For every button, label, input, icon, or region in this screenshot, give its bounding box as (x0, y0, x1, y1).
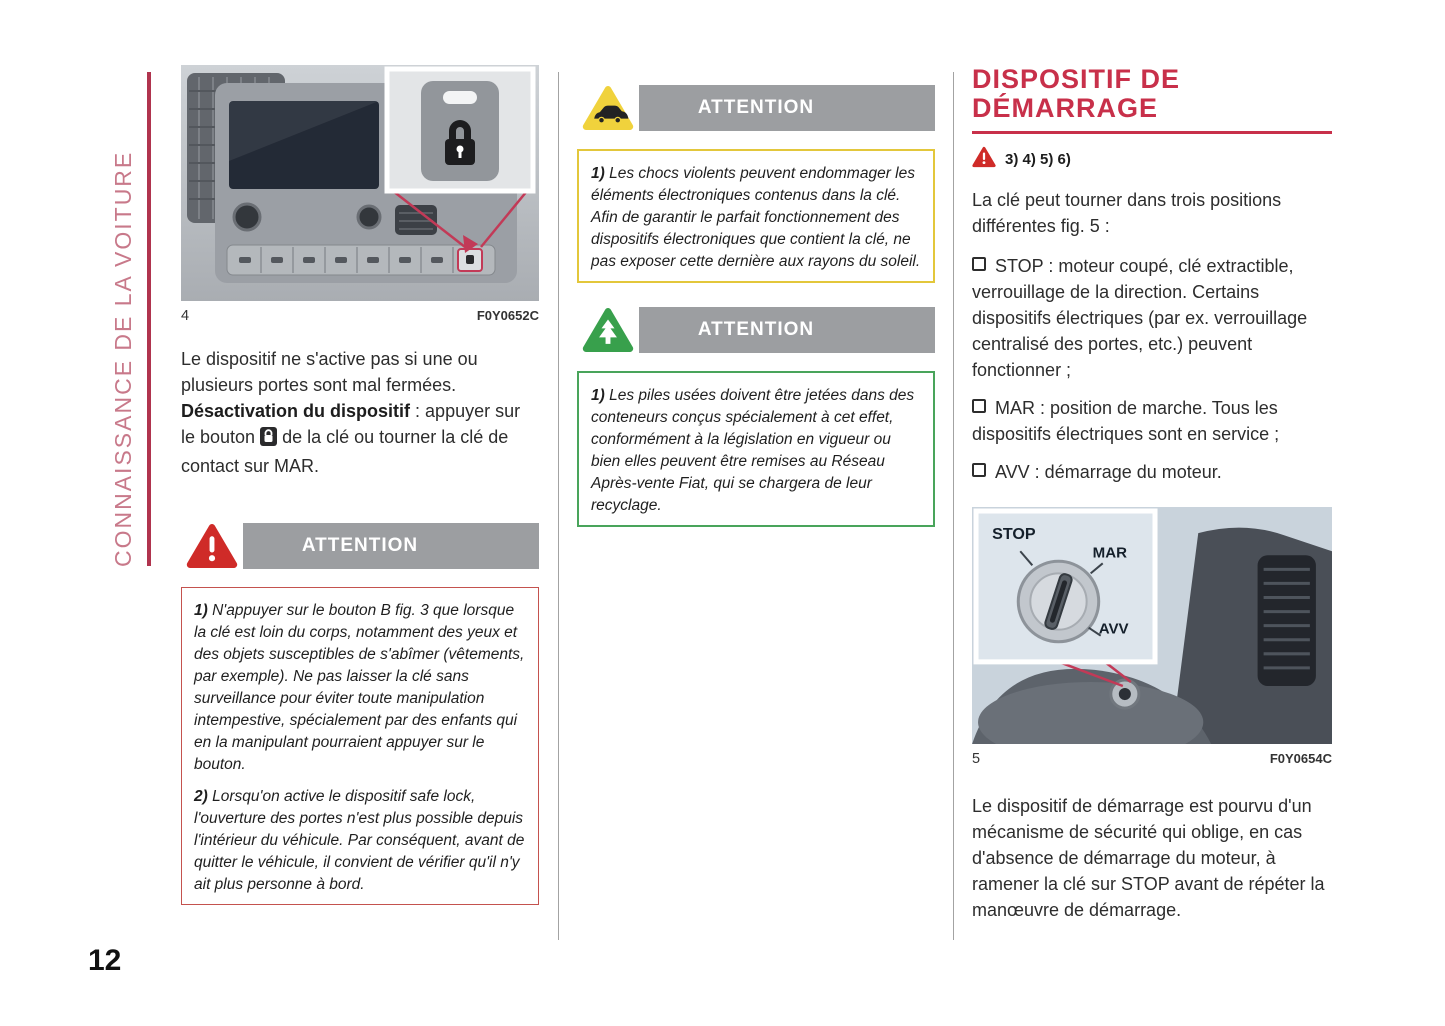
column-3 (972, 65, 1332, 941)
warning-triangle-tree-icon (577, 303, 639, 357)
figure-5 (972, 507, 1332, 767)
column-2 (577, 65, 935, 527)
ignition-positions-inset (976, 511, 1155, 662)
button-strip (227, 245, 495, 275)
attention-item (194, 786, 526, 896)
attention-item (194, 600, 526, 776)
figure-code: F0Y0654C (1269, 751, 1332, 767)
warning-references (972, 146, 1332, 173)
square-bullet-icon (972, 257, 986, 271)
list-item-text: STOP : moteur coupé, clé extractible, verrouillage de la direction. Certains dispositifs électriques (par ex. verrouillage centralisé des portes, etc.) peuvent fonctionner ; (972, 256, 1308, 380)
item-number: 1) (194, 602, 208, 619)
para-bold-label: Désactivation du dispositif (181, 401, 411, 421)
heading-rule (972, 131, 1332, 134)
item-number: 1) (591, 165, 605, 182)
reference-numbers: 3) 4) 5) 6) (1005, 151, 1071, 168)
item-text: N'appuyer sur le bouton B fig. 3 que lorsque la clé est loin du corps, notamment des yeux et des objets susceptibles de s'abîmer (vêtements, par exemple). Ne pas laisser la clé sans surveillance pour éviter toute manipulation intempestive, spécialement par des enfants qui en la manipulant pourraient appuyer sur le bouton. (194, 602, 525, 773)
item-text: Les chocs violents peuvent endommager les éléments électroniques contenus dans la clé. Afin de garantir le parfait fonctionnement des dispositifs électroniques que contient la clé, ne pas exposer cette dernière aux rayons du soleil. (591, 165, 921, 270)
item-text: Lorsqu'on active le dispositif safe lock, l'ouverture des portes n'est plus possible depuis l'intérieur du véhicule. Par conséquent, avant de quitter le véhicule, il convient de vérifier qu'il n'y ait plus personne à bord. (194, 788, 525, 893)
list-item-stop (972, 253, 1332, 383)
attention-header-general (181, 523, 539, 569)
column-1 (181, 65, 539, 905)
figure-4 (181, 65, 539, 324)
attention-box-damage (577, 149, 935, 283)
para-text: de la clé ou tourner la clé de contact sur MAR. (181, 427, 509, 476)
sidebar-rule (147, 72, 151, 566)
figure-5-caption (972, 751, 1332, 767)
figure-number: 5 (972, 751, 981, 768)
radio-knob-right (358, 206, 380, 228)
attention-box-general (181, 587, 539, 905)
radio-knob-left (234, 204, 260, 230)
attention-box-environment (577, 371, 935, 527)
lock-icon (260, 427, 277, 453)
attention-header-environment (577, 307, 935, 353)
attention-title: ATTENTION (697, 319, 815, 340)
column-divider (953, 72, 954, 940)
warning-triangle-exclamation-icon (181, 519, 243, 573)
label-avv: AVV (1098, 620, 1129, 638)
para-text: : appuyer sur le bouton (181, 401, 521, 447)
square-bullet-icon (972, 399, 986, 413)
item-text: Les piles usées doivent être jetées dans des conteneurs conçus spécialement à cet effet, conformément à la législation en vigueur ou bien elles peuvent être remises au Réseau Après-vente Fiat, qui se chargera de leur recyclage. (591, 387, 915, 514)
attention-title: ATTENTION (301, 535, 419, 556)
air-vent (1258, 555, 1316, 686)
list-item-text: MAR : position de marche. Tous les dispositifs électriques sont en service ; (972, 398, 1280, 444)
attention-header-damage (577, 85, 935, 131)
section-heading-line1: DISPOSITIF DE (972, 64, 1181, 94)
sidebar-chapter-title: CONNAISSANCE DE LA VOITURE (110, 150, 136, 567)
square-bullet-icon (972, 463, 986, 477)
label-mar: MAR (1092, 544, 1128, 562)
warning-triangle-car-icon (577, 81, 639, 135)
list-item-mar (972, 395, 1332, 447)
intro-paragraph: La clé peut tourner dans trois positions différentes fig. 5 : (972, 190, 1282, 236)
label-stop: STOP (992, 525, 1036, 544)
deactivation-paragraph (181, 346, 539, 479)
list-item-text: AVV : démarrage du moteur. (995, 462, 1222, 482)
column-divider (558, 72, 559, 940)
page-number: 12 (88, 944, 122, 977)
figure-code: F0Y0652C (476, 308, 539, 323)
para-text: Le dispositif ne s'active pas si une ou plusieurs portes sont mal fermées. (181, 349, 478, 395)
figure-number: 4 (181, 308, 190, 324)
attention-title: ATTENTION (697, 97, 815, 118)
figure-4-dashboard-image (181, 65, 539, 301)
section-heading-line2: DÉMARRAGE (972, 93, 1159, 123)
figure-5-ignition-image (972, 507, 1332, 744)
figure-4-caption (181, 308, 539, 324)
closing-paragraph: Le dispositif de démarrage est pourvu d'un mécanisme de sécurité qui oblige, en cas d'absence de démarrage du moteur, à ramener la clé sur STOP avant de répéter la manœuvre de démarrage. (972, 796, 1325, 921)
attention-item (591, 385, 921, 517)
item-number: 1) (591, 387, 605, 404)
list-item-avv (972, 459, 1332, 485)
item-number: 2) (194, 788, 208, 805)
attention-item (591, 163, 921, 273)
warning-triangle-exclamation-icon (972, 146, 996, 173)
